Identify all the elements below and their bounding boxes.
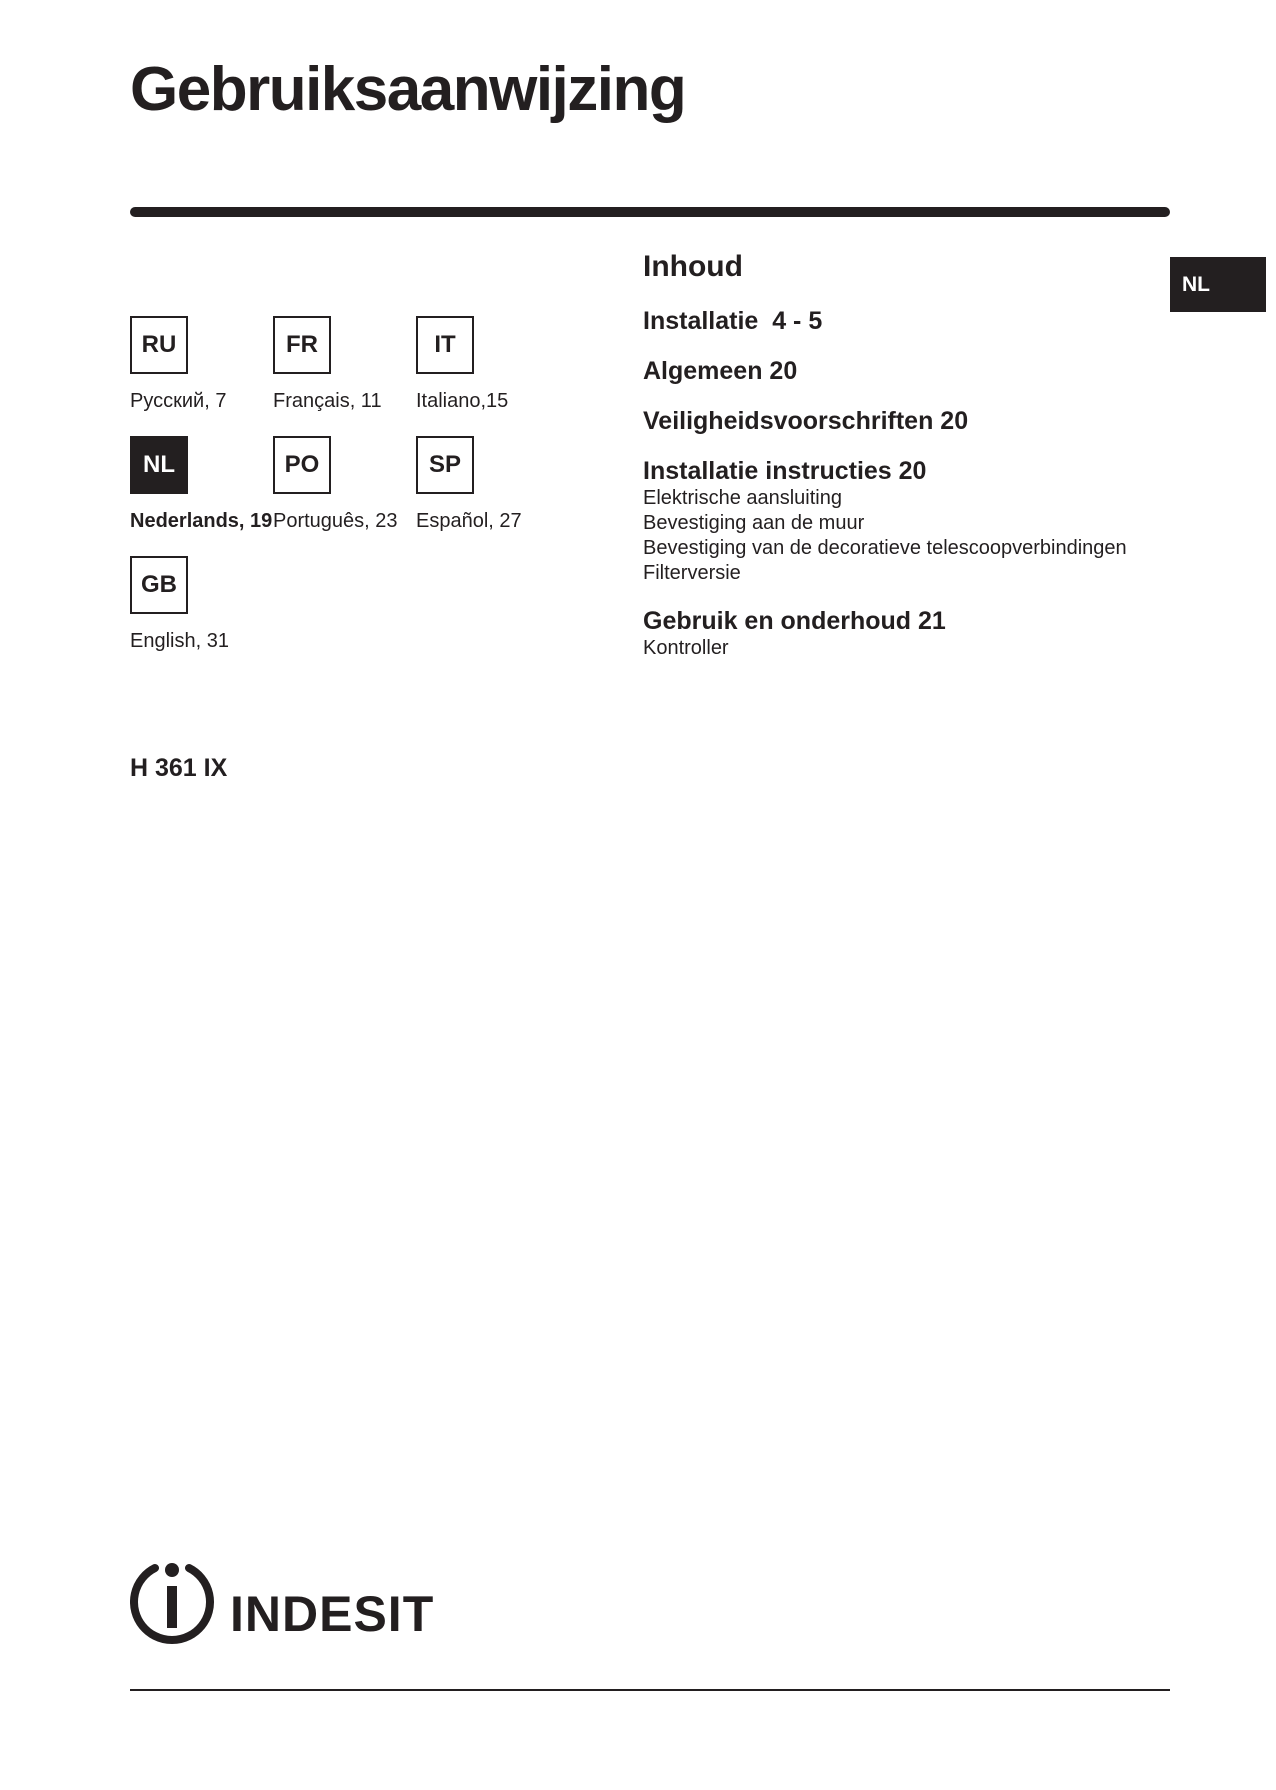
toc-item: Filterversie — [643, 562, 741, 584]
toc-section-title: Algemeen 20 — [643, 357, 798, 385]
document-title: Gebruiksaanwijzing — [130, 55, 686, 124]
language-side-tab: NL — [1170, 257, 1266, 312]
model-number: H 361 IX — [130, 754, 228, 782]
lang-label-sp: Español, 27 — [416, 510, 522, 532]
lang-label-ru: Русский, 7 — [130, 390, 227, 412]
brand-wordmark: INDESIT — [230, 1586, 435, 1642]
top-divider — [130, 207, 1170, 217]
toc-section — [643, 306, 1163, 336]
toc-item: Elektrische aansluiting — [643, 487, 842, 509]
lang-box-sp: SP — [416, 436, 474, 494]
lang-label-po: Português, 23 — [273, 510, 398, 532]
table-of-contents — [643, 306, 1163, 681]
lang-box-gb: GB — [130, 556, 188, 614]
lang-box-nl: NL — [130, 436, 188, 494]
toc-section — [643, 606, 1163, 661]
lang-label-gb: English, 31 — [130, 630, 229, 652]
toc-item: Kontroller — [643, 637, 729, 659]
toc-section-title: Gebruik en onderhoud 21 — [643, 607, 946, 635]
lang-label-fr: Français, 11 — [273, 390, 382, 412]
lang-label-it: Italiano,15 — [416, 390, 509, 412]
toc-section-title: Installatie instructies 20 — [643, 457, 927, 485]
toc-section — [643, 456, 1163, 586]
toc-heading: Inhoud — [643, 250, 743, 283]
toc-item: Bevestiging van de decoratieve telescoopverbindingen — [643, 537, 1127, 559]
toc-section — [643, 356, 1163, 386]
lang-label-nl: Nederlands, 19 — [130, 510, 273, 532]
lang-box-ru: RU — [130, 316, 188, 374]
info-icon — [134, 1563, 210, 1640]
bottom-divider — [130, 1689, 1170, 1691]
indesit-logo — [130, 1560, 450, 1644]
toc-section — [643, 406, 1163, 436]
toc-section-title: Veiligheidsvoorschriften 20 — [643, 407, 969, 435]
toc-item: Bevestiging aan de muur — [643, 512, 865, 534]
lang-box-it: IT — [416, 316, 474, 374]
lang-box-po: PO — [273, 436, 331, 494]
lang-box-fr: FR — [273, 316, 331, 374]
toc-section-title: Installatie 4 - 5 — [643, 307, 823, 335]
